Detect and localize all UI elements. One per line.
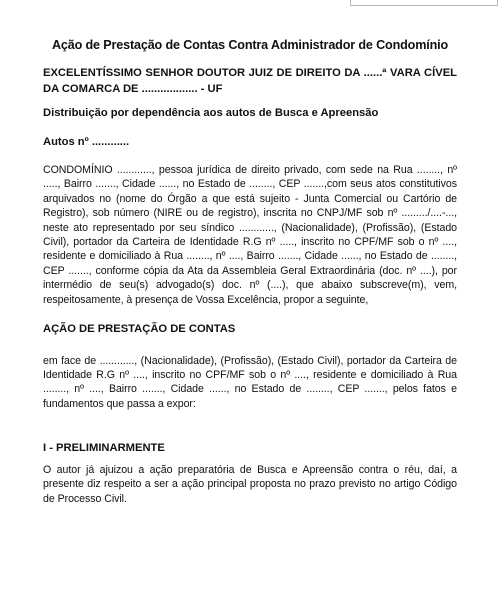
distribution-note: Distribuição por dependência aos autos de Busca e Apreensão (43, 107, 379, 119)
preliminary-paragraph: O autor já ajuizou a ação preparatória de Busca e Apreensão contra o réu, daí, a presente diz respeito a ser a ação principal proposta no prazo previsto no artigo Código de Processo Civil. (43, 463, 457, 505)
case-number: Autos nº ............ (43, 135, 130, 148)
defendant-paragraph: em face de ............, (Nacionalidade), (Profissão), (Estado Civil), portador da Carteira de Identidade R.G nº ...., inscrito no CPF/MF sob o nº ...., residente e domiciliado à Rua ........, nº ...., Bairro ......., Cidade ......, no Estado de ........, CEP ......., pelos fatos e fundamentos que passa a expor: (43, 354, 457, 410)
document-page (43, 38, 457, 506)
window-tab-edge (350, 0, 498, 6)
section-heading-preliminary: I - PRELIMINARMENTE (43, 442, 165, 455)
action-heading: AÇÃO DE PRESTAÇÃO DE CONTAS (43, 323, 236, 336)
addressee-heading: EXCELENTÍSSIMO SENHOR DOUTOR JUIZ DE DIREITO DA ......ª VARA CÍVEL DA COMARCA DE .................. - UF (43, 67, 457, 95)
plaintiff-paragraph: CONDOMÍNIO ............, pessoa jurídica de direito privado, com sede na Rua ........, nº ....., Bairro ......., Cidade ......, no Estado de ........, CEP .......,com seus atos constitutivos arquivados no (nome do Órgão a que está sujeito - Junta Comercial ou Cartório de Registro), sob número (NIRE ou de registro), inscrita no CNPJ/MF sob nº ........./....-..., neste ato representado por seu síndico ............, (Nacionalidade), (Profissão), (Estado Civil), portador da Carteira de Identidade R.G nº ....., inscrito no CPF/MF sob o nº ...., residente e domiciliado à Rua ........, nº ...., Bairro ......., Cidade ......, no Estado de ........, CEP ......., conforme cópia da Ata da Assembleia Geral Extraordinária (doc. nº ....), por intermédio de seu(s) advogado(s) doc. nº (....), que abaixo subscreve(m), vem, respeitosamente, à presença de Vossa Excelência, propor a seguinte, (43, 164, 457, 306)
document-title: Ação de Prestação de Contas Contra Administrador de Condomínio (51, 38, 449, 52)
